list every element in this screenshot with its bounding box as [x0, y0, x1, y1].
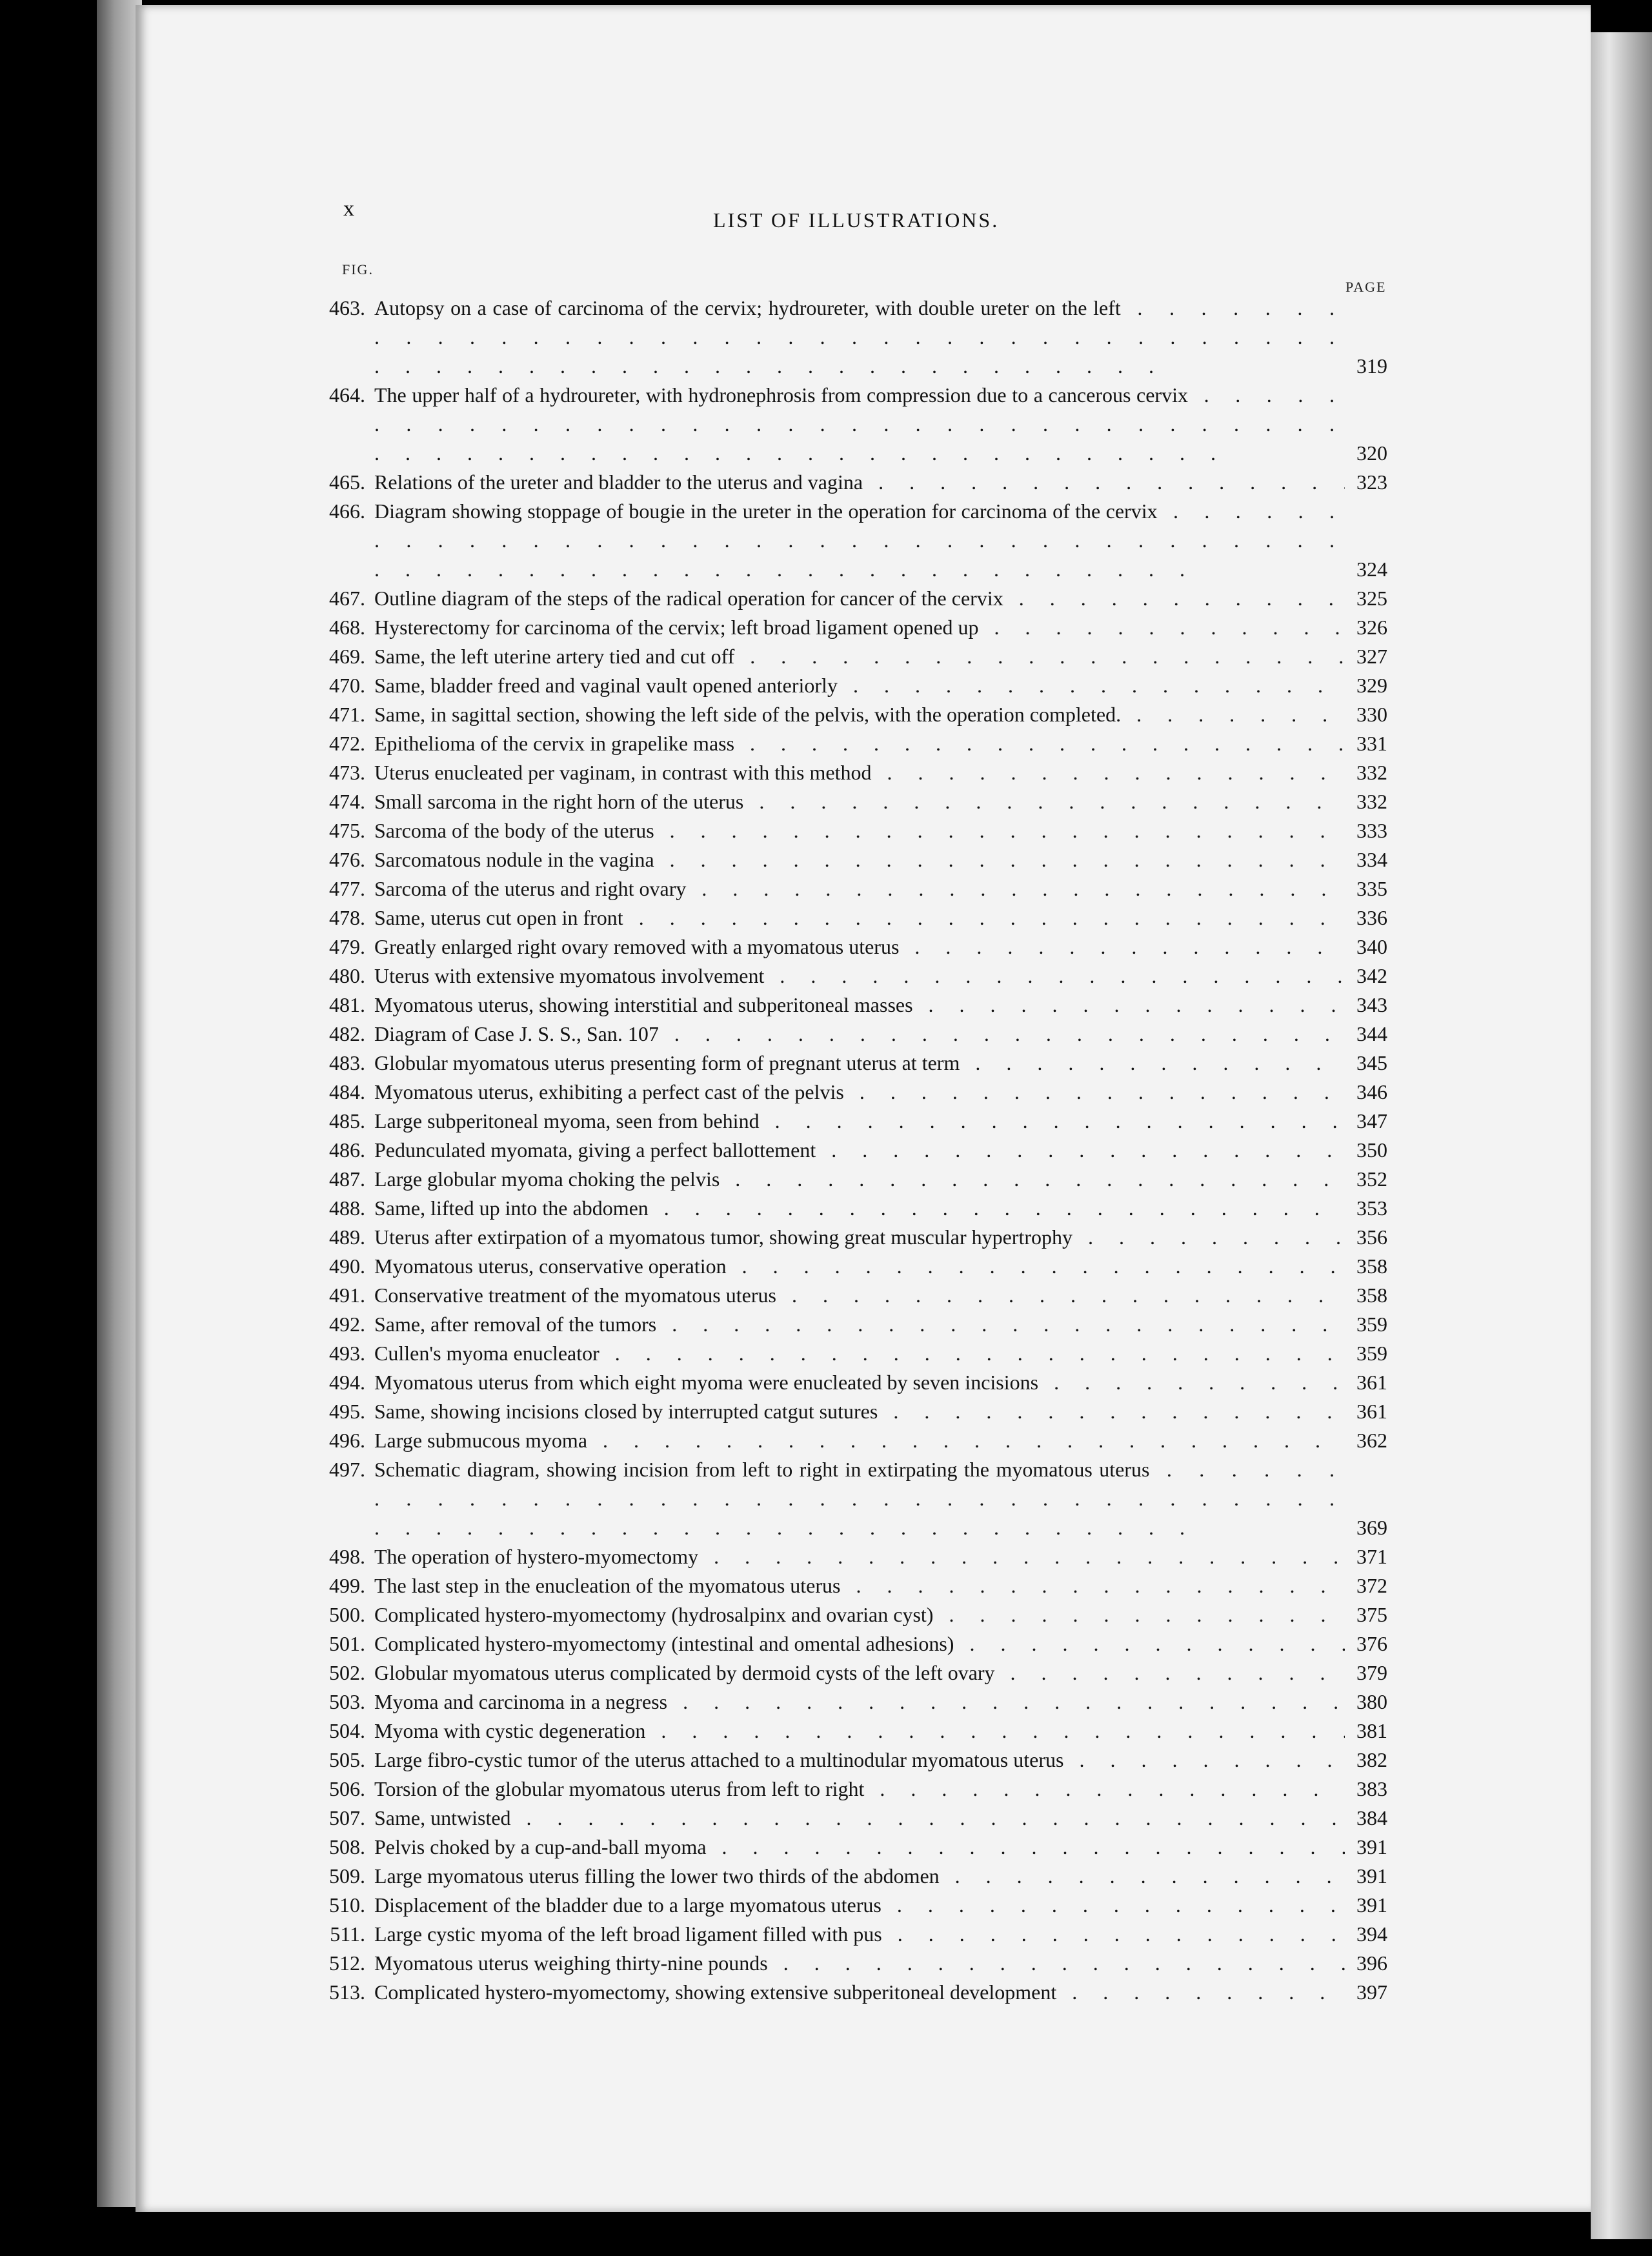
figure-number: 510. — [329, 1893, 365, 1917]
figure-caption — [374, 1252, 1345, 1281]
figure-page: 358 — [1356, 1254, 1387, 1278]
illustration-entry — [310, 1107, 1387, 1136]
illustration-entry — [310, 1891, 1387, 1920]
figure-caption-text: Same, showing incisions closed by interrupted catgut sutures . . . — [374, 1400, 1345, 1423]
figure-caption-text: Myoma and carcinoma in a negress . . . — [374, 1690, 1345, 1713]
figure-number: 470. — [329, 674, 365, 697]
figure-number: 501. — [329, 1632, 365, 1655]
illustration-entry — [310, 294, 1387, 381]
figure-page: 334 — [1356, 848, 1387, 871]
figure-page: 359 — [1356, 1342, 1387, 1365]
figure-caption-text: Myomatous uterus weighing thirty-nine pounds . . . — [374, 1951, 1345, 1975]
figure-number: 472. — [329, 732, 365, 755]
illustration-entry — [310, 1252, 1387, 1281]
illustration-entry — [310, 1136, 1387, 1165]
figure-caption-text: Conservative treatment of the myomatous uterus . . . — [374, 1284, 1345, 1307]
figure-caption — [374, 1397, 1345, 1426]
illustration-entry — [310, 381, 1387, 468]
illustration-entry — [310, 1542, 1387, 1571]
figure-page: 372 — [1356, 1574, 1387, 1597]
figure-caption — [374, 845, 1345, 874]
figure-page: 340 — [1356, 935, 1387, 958]
figure-number: 477. — [329, 877, 365, 900]
figure-caption-text: Large myomatous uterus filling the lower two thirds of the abdomen . . . — [374, 1864, 1345, 1888]
illustration-entry — [310, 1368, 1387, 1397]
figure-number: 474. — [329, 790, 365, 813]
figure-page: 319 — [1356, 354, 1387, 378]
figure-caption-text: Autopsy on a case of carcinoma of the cervix; hydroureter, with double ureter on the left . . . — [374, 296, 1345, 378]
figure-number: 487. — [329, 1167, 365, 1191]
illustration-list — [310, 294, 1387, 2007]
figure-caption — [374, 1281, 1345, 1310]
figure-caption-text: Same, uterus cut open in front . . . — [374, 906, 1345, 929]
figure-page: 345 — [1356, 1051, 1387, 1074]
figure-number: 495. — [329, 1400, 365, 1423]
figure-caption — [374, 1949, 1345, 1978]
figure-caption — [374, 903, 1345, 932]
figure-caption-text: Myomatous uterus from which eight myoma were enucleated by seven incisions . . . — [374, 1371, 1345, 1394]
figure-number: 476. — [329, 848, 365, 871]
figure-page: 331 — [1356, 732, 1387, 755]
figure-page: 352 — [1356, 1167, 1387, 1191]
illustration-entry — [310, 787, 1387, 816]
figure-caption-text: Large globular myoma choking the pelvis . . . — [374, 1167, 1345, 1191]
figure-page: 333 — [1356, 819, 1387, 842]
figure-page: 332 — [1356, 790, 1387, 813]
figure-caption-text: Hysterectomy for carcinoma of the cervix; left broad ligament opened up . . . — [374, 616, 1345, 639]
figure-page: 391 — [1356, 1835, 1387, 1858]
illustration-entry — [310, 671, 1387, 700]
figure-number: 505. — [329, 1748, 365, 1771]
figure-number: 489. — [329, 1225, 365, 1249]
illustration-entry — [310, 1194, 1387, 1223]
figure-page: 335 — [1356, 877, 1387, 900]
figure-page: 353 — [1356, 1196, 1387, 1220]
figure-page: 382 — [1356, 1748, 1387, 1771]
figure-caption-text: Same, bladder freed and vaginal vault opened anteriorly . . . — [374, 674, 1345, 697]
figure-caption-text: The last step in the enucleation of the myomatous uterus . . . — [374, 1574, 1345, 1597]
figure-page: 358 — [1356, 1284, 1387, 1307]
figure-number: 468. — [329, 616, 365, 639]
illustration-entry — [310, 1223, 1387, 1252]
figure-page: 394 — [1356, 1922, 1387, 1946]
figure-page: 381 — [1356, 1719, 1387, 1742]
illustration-entry — [310, 991, 1387, 1020]
illustration-entry — [310, 613, 1387, 642]
figure-caption-text: Large subperitoneal myoma, seen from behind . . . — [374, 1109, 1345, 1133]
figure-number: 499. — [329, 1574, 365, 1597]
figure-number: 473. — [329, 761, 365, 784]
figure-number: 486. — [329, 1138, 365, 1162]
figure-caption-text: Epithelioma of the cervix in grapelike mass . . . — [374, 732, 1345, 755]
figure-caption-text: Globular myomatous uterus complicated by dermoid cysts of the left ovary . . . — [374, 1661, 1345, 1684]
figure-caption — [374, 1194, 1345, 1223]
figure-page: 356 — [1356, 1225, 1387, 1249]
figure-caption-text: Relations of the ureter and bladder to the uterus and vagina . . . — [374, 470, 1345, 494]
figure-number: 507. — [329, 1806, 365, 1829]
illustration-entry — [310, 1629, 1387, 1658]
figure-page: 380 — [1356, 1690, 1387, 1713]
figure-page: 391 — [1356, 1864, 1387, 1888]
figure-caption — [374, 468, 1345, 497]
figure-caption — [374, 1310, 1345, 1339]
figure-caption — [374, 1078, 1345, 1107]
figure-caption — [374, 1339, 1345, 1368]
figure-caption-text: Same, in sagittal section, showing the left side of the pelvis, with the operation completed. . . . — [374, 703, 1345, 726]
figure-caption-text: Same, the left uterine artery tied and cut off . . . — [374, 645, 1345, 668]
illustration-entry — [310, 1804, 1387, 1833]
figure-caption — [374, 1571, 1345, 1600]
illustration-entry — [310, 1687, 1387, 1717]
illustration-entry — [310, 816, 1387, 845]
figure-page: 362 — [1356, 1429, 1387, 1452]
illustration-entry — [310, 1310, 1387, 1339]
figure-number: 484. — [329, 1080, 365, 1103]
illustration-entry — [310, 729, 1387, 758]
figure-caption — [374, 381, 1345, 468]
figure-number: 488. — [329, 1196, 365, 1220]
figure-caption — [374, 497, 1345, 584]
figure-number: 513. — [329, 1980, 365, 2004]
figure-caption — [374, 1658, 1345, 1687]
figure-page: 391 — [1356, 1893, 1387, 1917]
illustration-entry — [310, 1049, 1387, 1078]
figure-page: 344 — [1356, 1022, 1387, 1045]
figure-page: 336 — [1356, 906, 1387, 929]
figure-caption — [374, 1426, 1345, 1455]
figure-page: 376 — [1356, 1632, 1387, 1655]
next-page-edge — [1591, 32, 1652, 2239]
figure-caption — [374, 874, 1345, 903]
illustration-entry — [310, 1078, 1387, 1107]
figure-number: 466. — [329, 499, 365, 523]
figure-caption — [374, 294, 1345, 381]
figure-caption — [374, 1775, 1345, 1804]
figure-caption-text: Pelvis choked by a cup-and-ball myoma . . . — [374, 1835, 1345, 1858]
figure-page: 324 — [1356, 558, 1387, 581]
page-column-label: PAGE — [1345, 279, 1387, 295]
figure-page: 379 — [1356, 1661, 1387, 1684]
figure-caption — [374, 729, 1345, 758]
figure-number: 480. — [329, 964, 365, 987]
figure-caption-text: Uterus enucleated per vaginam, in contrast with this method . . . — [374, 761, 1345, 784]
figure-caption — [374, 1833, 1345, 1862]
illustration-entry — [310, 962, 1387, 991]
illustration-entry — [310, 1920, 1387, 1949]
figure-page: 384 — [1356, 1806, 1387, 1829]
illustration-entry — [310, 497, 1387, 584]
illustration-entry — [310, 584, 1387, 613]
figure-caption — [374, 1804, 1345, 1833]
figure-number: 463. — [329, 296, 365, 319]
figure-number: 475. — [329, 819, 365, 842]
figure-caption — [374, 1542, 1345, 1571]
illustration-entry — [310, 1949, 1387, 1978]
figure-number: 481. — [329, 993, 365, 1016]
figure-number: 464. — [329, 383, 365, 407]
figure-caption — [374, 787, 1345, 816]
figure-caption — [374, 671, 1345, 700]
figure-number: 512. — [329, 1951, 365, 1975]
figure-page: 375 — [1356, 1603, 1387, 1626]
figure-number: 467. — [329, 587, 365, 610]
figure-number: 493. — [329, 1342, 365, 1365]
figure-caption-text: Sarcomatous nodule in the vagina . . . — [374, 848, 1345, 871]
figure-page: 343 — [1356, 993, 1387, 1016]
figure-caption-text: Displacement of the bladder due to a large myomatous uterus . . . — [374, 1893, 1345, 1917]
illustration-entry — [310, 932, 1387, 962]
illustration-entry — [310, 758, 1387, 787]
figure-number: 469. — [329, 645, 365, 668]
figure-caption-text: Uterus with extensive myomatous involvement . . . — [374, 964, 1345, 987]
figure-caption-text: Complicated hystero-myomectomy (intestinal and omental adhesions) . . . — [374, 1632, 1345, 1655]
figure-caption-text: Sarcoma of the uterus and right ovary . . . — [374, 877, 1345, 900]
figure-caption — [374, 1136, 1345, 1165]
figure-caption — [374, 1107, 1345, 1136]
figure-page: 326 — [1356, 616, 1387, 639]
illustration-entry — [310, 1571, 1387, 1600]
figure-caption — [374, 1165, 1345, 1194]
figure-page: 350 — [1356, 1138, 1387, 1162]
illustration-entry — [310, 1746, 1387, 1775]
illustration-entry — [310, 1020, 1387, 1049]
figure-page: 320 — [1356, 441, 1387, 465]
figure-caption — [374, 1629, 1345, 1658]
figure-number: 509. — [329, 1864, 365, 1888]
figure-caption — [374, 816, 1345, 845]
figure-caption-text: Large cystic myoma of the left broad ligament filled with pus . . . — [374, 1922, 1345, 1946]
figure-number: 492. — [329, 1313, 365, 1336]
figure-page: 325 — [1356, 587, 1387, 610]
illustration-entry — [310, 1775, 1387, 1804]
figure-page: 327 — [1356, 645, 1387, 668]
illustration-entry — [310, 1833, 1387, 1862]
figure-caption-text: Myomatous uterus, conservative operation . . . — [374, 1254, 1345, 1278]
figure-page: 329 — [1356, 674, 1387, 697]
figure-caption — [374, 1368, 1345, 1397]
figure-number: 511. — [330, 1922, 365, 1946]
figure-number: 497. — [329, 1458, 365, 1481]
figure-page: 361 — [1356, 1371, 1387, 1394]
figure-caption — [374, 1020, 1345, 1049]
figure-number: 496. — [329, 1429, 365, 1452]
figure-caption-text: Same, lifted up into the abdomen . . . — [374, 1196, 1345, 1220]
figure-page: 347 — [1356, 1109, 1387, 1133]
figure-number: 478. — [329, 906, 365, 929]
figure-caption — [374, 962, 1345, 991]
figure-page: 383 — [1356, 1777, 1387, 1800]
figure-caption-text: Complicated hystero-myomectomy (hydrosalpinx and ovarian cyst) . . . — [374, 1603, 1345, 1626]
figure-caption-text: Diagram showing stoppage of bougie in the ureter in the operation for carcinoma of the cervix . . . — [374, 499, 1345, 581]
figure-page: 346 — [1356, 1080, 1387, 1103]
figure-caption — [374, 1600, 1345, 1629]
figure-caption-text: Large fibro-cystic tumor of the uterus attached to a multinodular myomatous uterus . . . — [374, 1748, 1345, 1771]
figure-caption-text: Small sarcoma in the right horn of the uterus . . . — [374, 790, 1345, 813]
illustration-entry — [310, 1717, 1387, 1746]
figure-number: 506. — [329, 1777, 365, 1800]
illustration-entry — [310, 903, 1387, 932]
figure-caption — [374, 1862, 1345, 1891]
figure-number: 494. — [329, 1371, 365, 1394]
illustration-entry — [310, 642, 1387, 671]
illustration-entry — [310, 1658, 1387, 1687]
figure-caption-text: Torsion of the globular myomatous uterus from left to right . . . — [374, 1777, 1345, 1800]
figure-caption — [374, 932, 1345, 962]
figure-caption-text: Complicated hystero-myomectomy, showing extensive subperitoneal development . . . — [374, 1980, 1345, 2004]
figure-caption-text: Pedunculated myomata, giving a perfect ballottement . . . — [374, 1138, 1345, 1162]
figure-caption-text: Cullen's myoma enucleator . . . — [374, 1342, 1345, 1365]
figure-number: 485. — [329, 1109, 365, 1133]
figure-page: 397 — [1356, 1980, 1387, 2004]
illustration-entry — [310, 1426, 1387, 1455]
figure-number: 471. — [329, 703, 365, 726]
figure-caption-text: Outline diagram of the steps of the radical operation for cancer of the cervix . . . — [374, 587, 1345, 610]
figure-number: 465. — [329, 470, 365, 494]
figure-caption-text: Schematic diagram, showing incision from left to right in extirpating the myomatous uterus . . . — [374, 1458, 1345, 1539]
illustration-entry — [310, 1165, 1387, 1194]
figure-number: 504. — [329, 1719, 365, 1742]
figure-number: 491. — [329, 1284, 365, 1307]
figure-caption — [374, 1891, 1345, 1920]
illustration-entry — [310, 1397, 1387, 1426]
figure-caption — [374, 1717, 1345, 1746]
figure-caption-text: The operation of hystero-myomectomy . . . — [374, 1545, 1345, 1568]
figure-caption-text: Globular myomatous uterus presenting form of pregnant uterus at term . . . — [374, 1051, 1345, 1074]
running-head: LIST OF ILLUSTRATIONS. — [713, 208, 1000, 232]
figure-number: 483. — [329, 1051, 365, 1074]
figure-caption — [374, 613, 1345, 642]
figure-caption-text: Sarcoma of the body of the uterus . . . — [374, 819, 1345, 842]
illustration-entry — [310, 1339, 1387, 1368]
figure-caption — [374, 584, 1345, 613]
figure-caption-text: Same, after removal of the tumors . . . — [374, 1313, 1345, 1336]
figure-page: 396 — [1356, 1951, 1387, 1975]
figure-caption — [374, 1223, 1345, 1252]
illustration-entry — [310, 1281, 1387, 1310]
illustration-entry — [310, 468, 1387, 497]
illustration-entry — [310, 1600, 1387, 1629]
figure-caption — [374, 1455, 1345, 1542]
figure-number: 490. — [329, 1254, 365, 1278]
figure-caption-text: Greatly enlarged right ovary removed with a myomatous uterus . . . — [374, 935, 1345, 958]
illustration-entry — [310, 700, 1387, 729]
figure-number: 502. — [329, 1661, 365, 1684]
illustration-entry — [310, 1862, 1387, 1891]
figure-page: 371 — [1356, 1545, 1387, 1568]
illustration-entry — [310, 874, 1387, 903]
figure-caption — [374, 1687, 1345, 1717]
figure-page: 342 — [1356, 964, 1387, 987]
figure-caption — [374, 642, 1345, 671]
figure-number: 479. — [329, 935, 365, 958]
illustration-entry — [310, 1455, 1387, 1542]
figure-caption — [374, 1746, 1345, 1775]
figure-caption — [374, 700, 1345, 729]
figure-page: 361 — [1356, 1400, 1387, 1423]
figure-caption — [374, 1049, 1345, 1078]
figure-caption-text: The upper half of a hydroureter, with hydronephrosis from compression due to a cancerous cervix . . . — [374, 383, 1345, 465]
figure-caption-text: Myomatous uterus, showing interstitial and subperitoneal masses . . . — [374, 993, 1345, 1016]
figure-caption-text: Myoma with cystic degeneration . . . — [374, 1719, 1345, 1742]
figure-page: 323 — [1356, 470, 1387, 494]
figure-page: 330 — [1356, 703, 1387, 726]
figure-caption-text: Same, untwisted . . . — [374, 1806, 1345, 1829]
page-number: x — [343, 197, 354, 221]
figure-caption-text: Large submucous myoma . . . — [374, 1429, 1345, 1452]
figure-page: 369 — [1356, 1516, 1387, 1539]
fig-column-label: FIG. — [342, 261, 374, 277]
figure-caption — [374, 1978, 1345, 2007]
figure-caption — [374, 1920, 1345, 1949]
figure-caption — [374, 758, 1345, 787]
illustration-entry — [310, 845, 1387, 874]
figure-number: 482. — [329, 1022, 365, 1045]
illustration-entry — [310, 1978, 1387, 2007]
figure-number: 503. — [329, 1690, 365, 1713]
figure-caption — [374, 991, 1345, 1020]
figure-number: 498. — [329, 1545, 365, 1568]
figure-caption-text: Myomatous uterus, exhibiting a perfect cast of the pelvis . . . — [374, 1080, 1345, 1103]
figure-page: 332 — [1356, 761, 1387, 784]
figure-number: 500. — [329, 1603, 365, 1626]
figure-caption-text: Uterus after extirpation of a myomatous tumor, showing great muscular hypertrophy . . . — [374, 1225, 1345, 1249]
figure-number: 508. — [329, 1835, 365, 1858]
figure-page: 359 — [1356, 1313, 1387, 1336]
figure-caption-text: Diagram of Case J. S. S., San. 107 . . . — [374, 1022, 1345, 1045]
